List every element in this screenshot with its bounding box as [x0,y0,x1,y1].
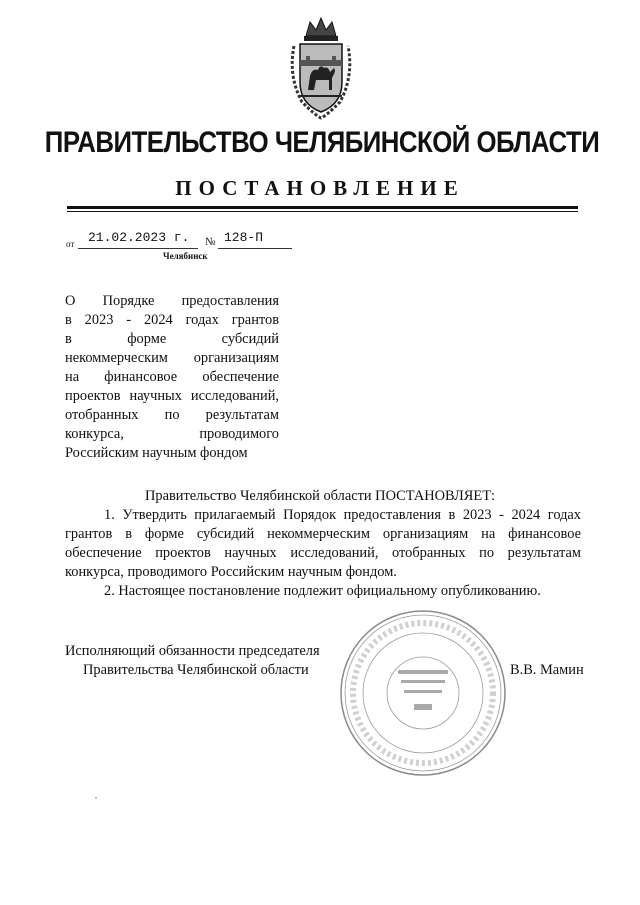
scan-speck [95,797,97,799]
coat-of-arms-icon [286,16,356,120]
subject-line: конкурса, проводимого [65,426,279,442]
preamble: Правительство Челябинской области ПОСТАНОВЛЯЕТ: [145,488,495,504]
date-underline [78,248,198,249]
header-rule-thin [67,211,578,212]
number-label: № [205,236,216,248]
subject-line: в 2023 - 2024 годах грантов [65,312,279,328]
date-label: от [66,239,75,249]
item-1-line: обеспечение проектов научных исследований, отобранных по результатам [65,545,581,561]
subject-line: О Порядке предоставления [65,293,279,309]
document-body [65,506,581,601]
city-name: Челябинск [163,251,208,261]
number-underline [218,248,292,249]
subject-line: некоммерческим организациям [65,350,279,366]
item-2: 2. Настоящее постановление подлежит официальному опубликованию. [104,583,541,599]
item-1-line: 1. Утвердить прилагаемый Порядок предоставления в 2023 - 2024 годах [104,507,581,523]
header-rule-thick [67,206,578,209]
official-seal-icon [338,608,508,778]
subject-line: Российским научным фондом [65,445,248,461]
signer-position-line1: Исполняющий обязанности председателя [65,643,320,659]
document-type: ПОСТАНОВЛЕНИЕ [175,176,465,200]
government-title: ПРАВИТЕЛЬСТВО ЧЕЛЯБИНСКОЙ ОБЛАСТИ [44,126,600,159]
document-subject [65,292,279,463]
subject-line: в форме субсидий [65,331,279,347]
subject-line: проектов научных исследований, [65,388,279,404]
signer-name: В.В. Мамин [510,662,584,678]
number-value: 128-П [224,230,264,245]
signer-position-line2: Правительства Челябинской области [83,662,309,678]
item-1-line: грантов в форме субсидий некоммерческим организациям на финансовое [65,526,581,542]
subject-line: отобранных по результатам [65,407,279,423]
date-value: 21.02.2023 г. [88,230,190,245]
subject-line: на финансовое обеспечение [65,369,279,385]
item-1-line: конкурса, проводимого Российским научным фондом. [65,564,397,580]
